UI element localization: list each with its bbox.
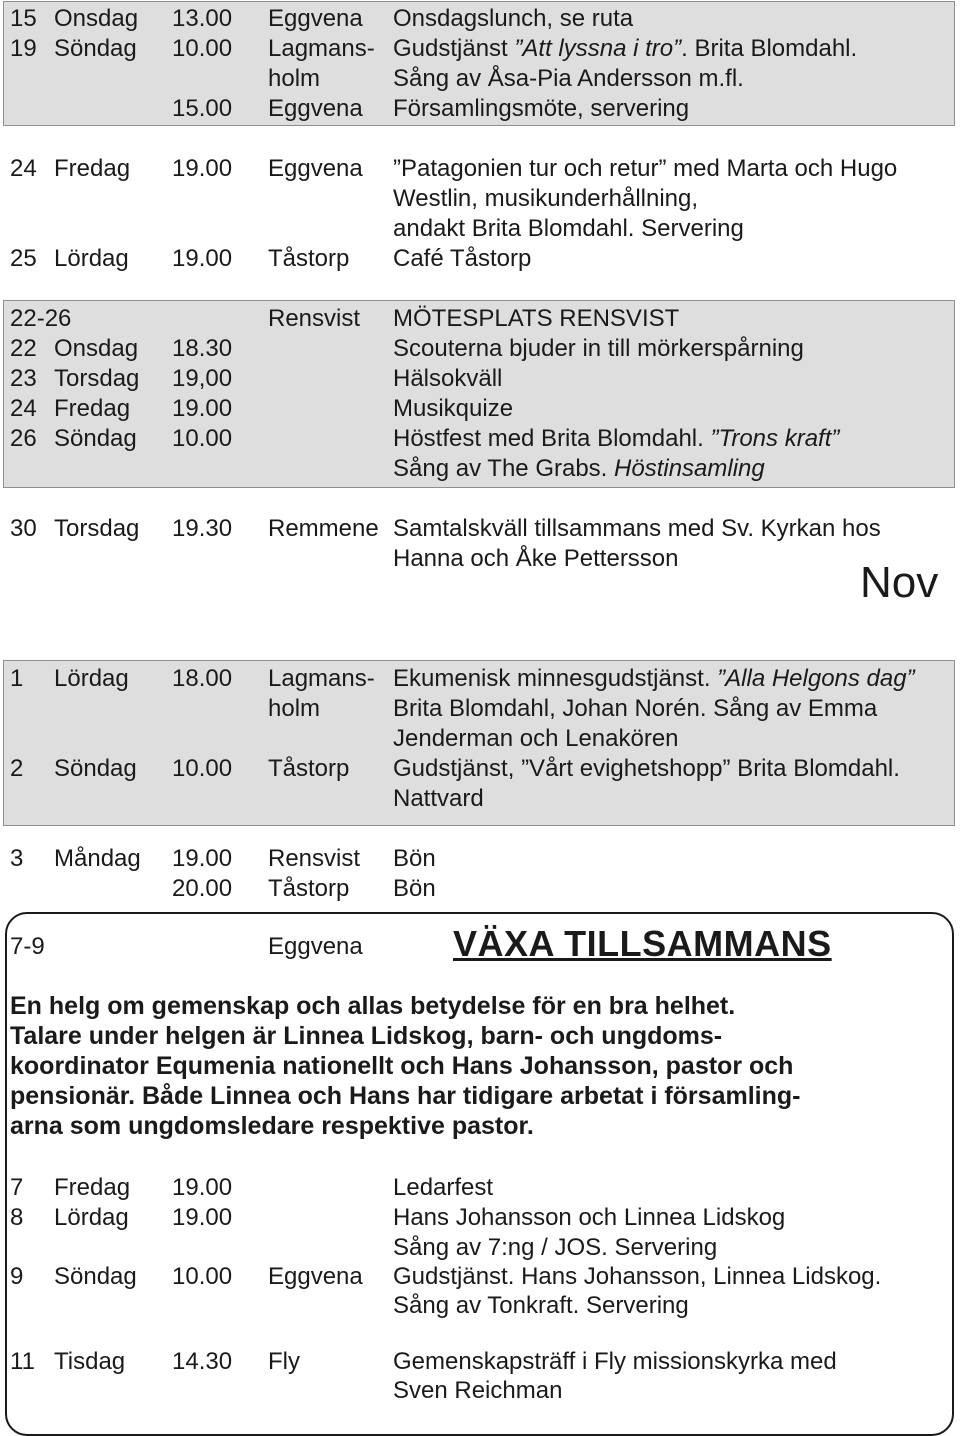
day: 2 [10, 755, 24, 782]
description: Hälsokväll [393, 365, 503, 392]
day: 24 [10, 155, 37, 182]
time: 10.00 [172, 425, 233, 452]
place: holm [268, 695, 321, 722]
day: 15 [10, 5, 37, 32]
description: Gudstjänst, ”Vårt evighetshopp” Brita Blomdahl. [393, 755, 900, 782]
time: 19.30 [172, 515, 233, 542]
event-row [0, 1347, 960, 1377]
place: Eggvena [268, 1263, 363, 1290]
event-row-continuation [0, 214, 960, 244]
event-row-continuation [0, 1233, 960, 1263]
weekend-desc-line [0, 1051, 960, 1081]
event-row-continuation [0, 784, 960, 814]
sermon-title: ”Alla Helgons dag” [717, 665, 915, 692]
event-row [0, 304, 960, 334]
description: Gemenskapsträff i Fly missionskyrka med [393, 1348, 837, 1375]
weekday: Lördag [54, 665, 129, 692]
time: 19.00 [172, 155, 233, 182]
weekday: Söndag [54, 425, 137, 452]
time: 18.30 [172, 335, 233, 362]
time: 19.00 [172, 245, 233, 272]
time: 10.00 [172, 35, 233, 62]
place: Tåstorp [268, 245, 350, 272]
description-part: Gudstjänst [393, 35, 515, 62]
event-row-continuation [0, 1376, 960, 1406]
weekday: Lördag [54, 1204, 129, 1231]
event-row [0, 1173, 960, 1203]
time: 19.00 [172, 395, 233, 422]
event-row-continuation [0, 1291, 960, 1321]
sermon-title: ”Trons kraft” [710, 425, 840, 452]
place: Lagmans- [268, 35, 375, 62]
description [393, 424, 839, 454]
description: andakt Brita Blomdahl. Servering [393, 215, 744, 242]
description: Ledarfest [393, 1174, 494, 1201]
description-part: . Brita Blomdahl. [681, 35, 858, 62]
weekday: Fredag [54, 155, 131, 182]
desc-text: Talare under helgen är Linnea Lidskog, barn- och ungdoms- [10, 1022, 723, 1050]
description: Scouterna bjuder in till mörkerspårning [393, 335, 804, 362]
time: 15.00 [172, 95, 233, 122]
day: 25 [10, 245, 37, 272]
desc-text: En helg om gemenskap och allas betydelse för en bra helhet. [10, 992, 736, 1020]
day: 11 [10, 1348, 35, 1375]
weekday: Söndag [54, 755, 137, 782]
event-row [0, 754, 960, 784]
day: 30 [10, 515, 37, 542]
description: Nattvard [393, 785, 484, 812]
event-row [0, 1203, 960, 1233]
event-row-continuation [0, 724, 960, 754]
day: 22-26 [10, 305, 72, 332]
description: Sång av 7:ng / JOS. Servering [393, 1234, 718, 1261]
event-row [0, 514, 960, 544]
place: holm [268, 65, 321, 92]
event-row [0, 664, 960, 694]
event-row [0, 154, 960, 184]
weekday: Onsdag [54, 5, 139, 32]
weekday: Fredag [54, 1174, 131, 1201]
place: Rensvist [268, 305, 361, 332]
day: 7 [10, 1174, 24, 1201]
time: 18.00 [172, 665, 233, 692]
weekday: Söndag [54, 1263, 137, 1290]
weekend-desc-line [0, 1021, 960, 1051]
time: 10.00 [172, 755, 233, 782]
description: MÖTESPLATS RENSVIST [393, 305, 680, 332]
weekday: Fredag [54, 395, 131, 422]
day: 26 [10, 425, 37, 452]
time: 20.00 [172, 875, 233, 902]
day: 9 [10, 1263, 24, 1290]
description: Bön [393, 845, 436, 872]
weekday: Torsdag [54, 515, 140, 542]
event-row [0, 4, 960, 34]
event-row [0, 334, 960, 364]
time: 19,00 [172, 365, 233, 392]
description-part: Sång av The Grabs. [393, 455, 615, 482]
event-row-continuation [0, 454, 960, 484]
description: Westlin, musikunderhållning, [393, 185, 699, 212]
description: Musikquize [393, 395, 514, 422]
description: ”Patagonien tur och retur” med Marta och Hugo [393, 155, 898, 182]
description: Sven Reichman [393, 1377, 563, 1404]
month-heading: Nov [860, 558, 939, 607]
event-row-continuation [0, 64, 960, 94]
weekend-dates: 7-9 [10, 933, 45, 960]
time: 19.00 [172, 1174, 233, 1201]
description: Bön [393, 875, 436, 902]
place: Lagmans- [268, 665, 375, 692]
description: Samtalskväll tillsammans med Sv. Kyrkan hos [393, 515, 881, 542]
description: Brita Blomdahl, Johan Norén. Sång av Emma [393, 695, 878, 722]
day: 8 [10, 1204, 24, 1231]
time: 14.30 [172, 1348, 233, 1375]
event-row [0, 1262, 960, 1292]
description: Gudstjänst. Hans Johansson, Linnea Lidskog. [393, 1263, 882, 1290]
event-row-continuation [0, 184, 960, 214]
event-row [0, 394, 960, 424]
event-row [0, 94, 960, 124]
time: 10.00 [172, 1263, 233, 1290]
place: Eggvena [268, 155, 363, 182]
description: Jenderman och Lenakören [393, 725, 679, 752]
event-row [0, 424, 960, 454]
weekday: Måndag [54, 845, 141, 872]
description-part: Ekumenisk minnesgudstjänst. [393, 665, 718, 692]
description: Hanna och Åke Pettersson [393, 545, 679, 572]
place: Fly [268, 1348, 300, 1375]
place: Rensvist [268, 845, 361, 872]
place: Eggvena [268, 933, 363, 960]
place: Eggvena [268, 95, 363, 122]
place: Tåstorp [268, 755, 350, 782]
event-row-continuation [0, 544, 960, 574]
event-row [0, 244, 960, 274]
weekend-title: VÄXA TILLSAMMANS [453, 923, 832, 964]
event-row [0, 874, 960, 904]
weekday: Söndag [54, 35, 137, 62]
weekend-desc-line [0, 1111, 960, 1141]
event-row [0, 364, 960, 394]
desc-text: koordinator Equmenia nationellt och Hans Johansson, pastor och [10, 1052, 794, 1080]
collection-note: Höstinsamling [614, 455, 765, 482]
event-row [0, 34, 960, 64]
description: Församlingsmöte, servering [393, 95, 690, 122]
day: 3 [10, 845, 24, 872]
day: 22 [10, 335, 37, 362]
day: 24 [10, 395, 37, 422]
description [393, 664, 915, 694]
description [393, 454, 765, 484]
description-part: Höstfest med Brita Blomdahl. [393, 425, 711, 452]
sermon-title: ”Att lyssna i tro” [514, 35, 682, 62]
day: 1 [10, 665, 24, 692]
description: Sång av Tonkraft. Servering [393, 1292, 689, 1319]
description: Onsdagslunch, se ruta [393, 5, 634, 32]
place: Eggvena [268, 5, 363, 32]
description: Hans Johansson och Linnea Lidskog [393, 1204, 786, 1231]
desc-text: arna som ungdomsledare respektive pastor. [10, 1112, 534, 1140]
description [393, 34, 857, 64]
place: Tåstorp [268, 875, 350, 902]
desc-text: pensionär. Både Linnea och Hans har tidigare arbetat i församling- [10, 1082, 801, 1110]
time: 19.00 [172, 1204, 233, 1231]
weekend-desc-line [0, 1081, 960, 1111]
event-row [0, 844, 960, 874]
day: 23 [10, 365, 37, 392]
description: Café Tåstorp [393, 245, 532, 272]
time: 13.00 [172, 5, 233, 32]
description: Sång av Åsa-Pia Andersson m.fl. [393, 65, 744, 92]
weekday: Torsdag [54, 365, 140, 392]
day: 19 [10, 35, 37, 62]
place: Remmene [268, 515, 379, 542]
weekday: Lördag [54, 245, 129, 272]
weekday: Onsdag [54, 335, 139, 362]
time: 19.00 [172, 845, 233, 872]
event-row-continuation [0, 694, 960, 724]
weekend-desc-line [0, 991, 960, 1021]
weekday: Tisdag [54, 1348, 126, 1375]
